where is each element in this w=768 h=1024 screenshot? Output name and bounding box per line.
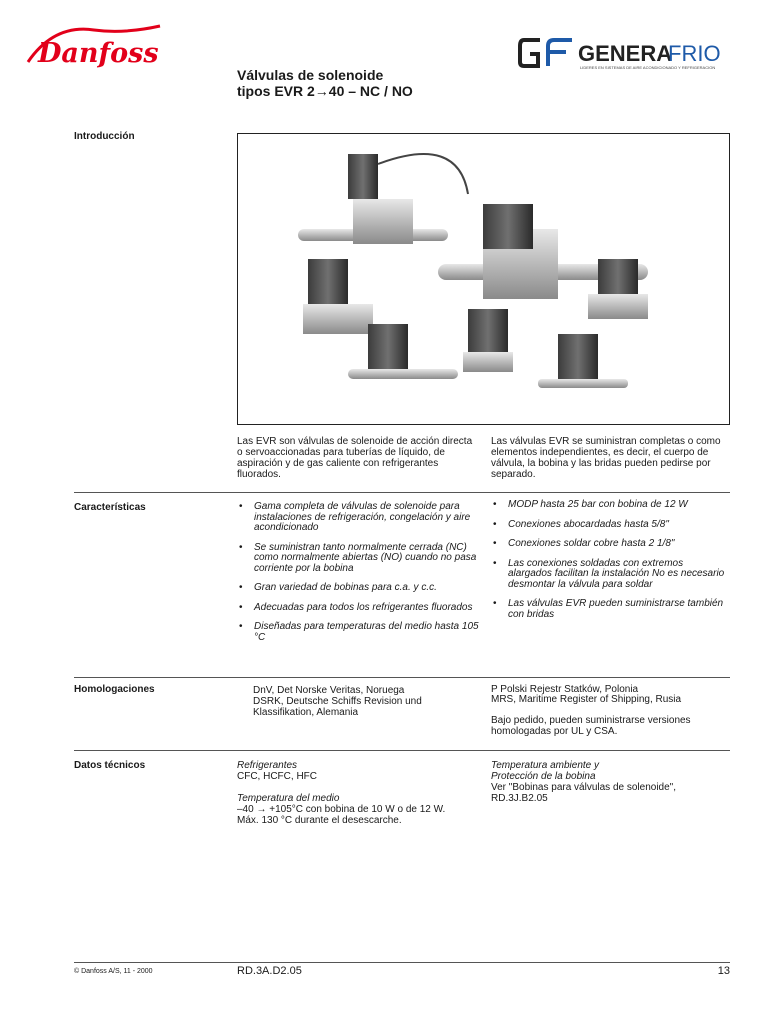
approval-ul-csa: Bajo pedido, pueden suministrarse versiones homologadas por UL y CSA. bbox=[491, 715, 691, 737]
section-label-datos-tecnicos: Datos técnicos bbox=[74, 760, 146, 771]
approval-dsrk: DSRK, Deutsche Schiffs Revision und Klassifikation, Alemania bbox=[253, 696, 422, 718]
ambient-title: Temperatura ambiente y bbox=[491, 760, 600, 771]
list-item: • Conexiones soldar cobre hasta 2 1/8" bbox=[491, 539, 726, 550]
danfoss-logo bbox=[24, 22, 164, 72]
list-item: • Diseñadas para temperaturas del medio hasta 105 °C bbox=[237, 622, 482, 643]
refrigerants-value: CFC, HCFC, HFC bbox=[237, 771, 317, 782]
list-item: • MODP hasta 25 bar con bobina de 12 W bbox=[491, 500, 726, 511]
list-item: • Se suministran tanto normalmente cerrada (NC) como normalmente abiertas (NO) cuando no pasa corriente por la bobina bbox=[237, 543, 482, 575]
list-item: • Adecuadas para todos los refrigerantes fluorados bbox=[237, 603, 482, 614]
approval-prs: P Polski Rejestr Statków, Polonia bbox=[491, 684, 639, 695]
product-photo bbox=[237, 133, 730, 425]
divider bbox=[74, 750, 730, 751]
divider bbox=[74, 677, 730, 678]
intro-right-text: Las válvulas EVR se suministran completas o como elementos independientes, es decir, el cuerpo de válvula, la bobina y las bridas pueden pedirse por separado. bbox=[491, 436, 721, 480]
generafrio-logo bbox=[518, 36, 738, 76]
section-label-introduccion: Introducción bbox=[74, 131, 135, 142]
footer-page-number: 13 bbox=[717, 965, 730, 977]
temperature-value: –40 → +105°C con bobina de 10 W o de 12 W. bbox=[237, 804, 446, 815]
features-right-list bbox=[491, 500, 726, 629]
title-line-2: tipos EVR 2→40 – NC / NO bbox=[237, 83, 413, 99]
svg-text:Danfoss: Danfoss bbox=[38, 38, 159, 69]
divider bbox=[74, 492, 730, 493]
footer-document-code: RD.3A.D2.05 bbox=[237, 965, 302, 977]
svg-text:FRIO: FRIO bbox=[668, 41, 721, 66]
ambient-reference: RD.3J.B2.05 bbox=[491, 793, 548, 804]
list-item: • Las conexiones soldadas con extremos alargados facilitan la instalación No es necesario desmontar la válvula para soldar bbox=[491, 559, 726, 591]
temperature-defrost: Máx. 130 °C durante el desescarche. bbox=[237, 815, 402, 826]
title-line-1: Válvulas de solenoide bbox=[237, 67, 384, 83]
intro-left-text: Las EVR son válvulas de solenoide de acción directa o servoaccionadas para tuberías de líquido, de aspiración y de gas caliente con refrigerantes fluorados. bbox=[237, 436, 473, 480]
svg-text:GENERA: GENERA bbox=[578, 41, 673, 66]
page-title bbox=[237, 67, 413, 99]
list-item: • Conexiones abocardadas hasta 5/8" bbox=[491, 520, 726, 531]
approval-mrs: MRS, Maritime Register of Shipping, Rusia bbox=[491, 694, 682, 705]
section-label-caracteristicas: Características bbox=[74, 502, 146, 513]
svg-text:LIDERES EN SISTEMAS DE AIRE AC: LIDERES EN SISTEMAS DE AIRE ACONDICIONADO Y REFRIGERACION bbox=[580, 65, 716, 70]
approval-dnv: DnV, Det Norske Veritas, Noruega bbox=[253, 685, 405, 696]
section-label-homologaciones: Homologaciones bbox=[74, 684, 155, 695]
list-item: • Las válvulas EVR pueden suministrarse también con bridas bbox=[491, 599, 726, 620]
list-item: • Gama completa de válvulas de solenoide para instalaciones de refrigeración, congelación y aire acondicionado bbox=[237, 502, 482, 534]
coil-protection-title: Protección de la bobina bbox=[491, 771, 596, 782]
temperature-title: Temperatura del medio bbox=[237, 793, 340, 804]
features-left-list bbox=[237, 502, 482, 652]
ambient-value: Ver "Bobinas para válvulas de solenoide", bbox=[491, 782, 676, 793]
footer-divider bbox=[74, 962, 730, 963]
refrigerants-title: Refrigerantes bbox=[237, 760, 298, 771]
footer-copyright: © Danfoss A/S, 11 - 2000 bbox=[74, 968, 153, 975]
list-item: • Gran variedad de bobinas para c.a. y c.c. bbox=[237, 583, 482, 594]
